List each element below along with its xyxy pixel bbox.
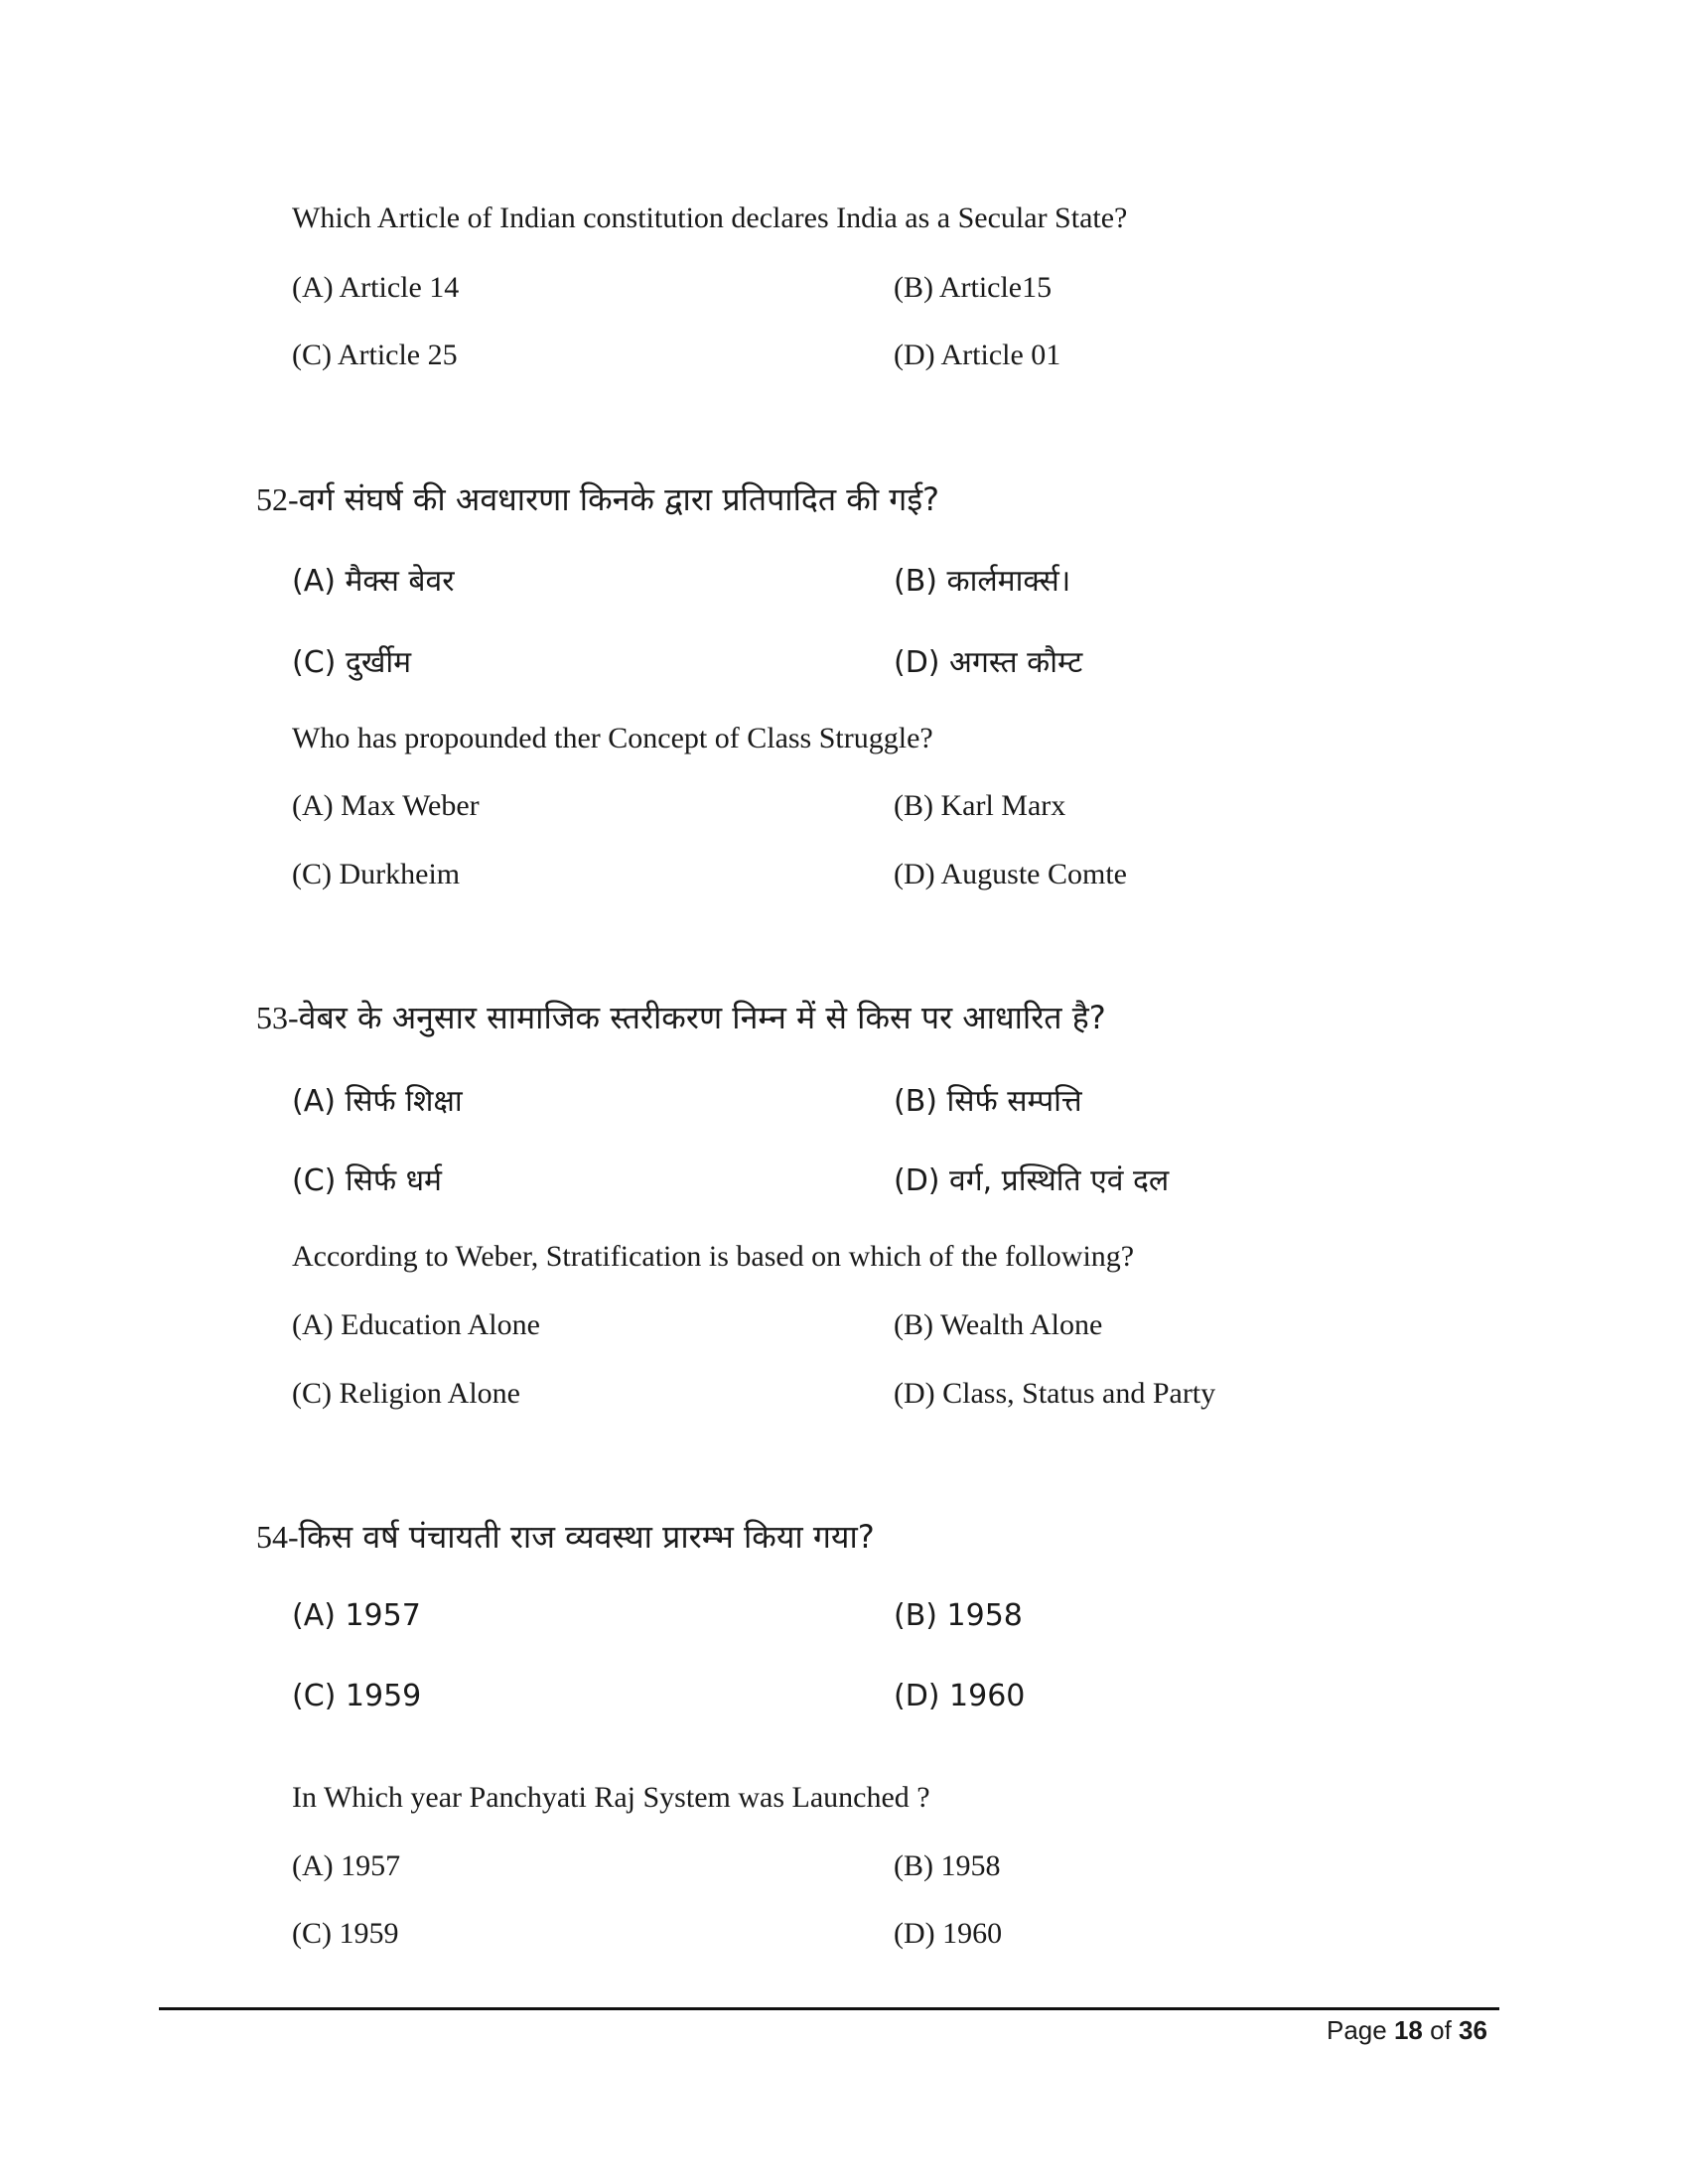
- q53-option-a-hi: (A) सिर्फ शिक्षा: [292, 1084, 463, 1119]
- question-52-text-en: Who has propounded ther Concept of Class Struggle?: [292, 722, 933, 754]
- question-54: [256, 1515, 875, 1558]
- question-52-text-hi: वर्ग संघर्ष की अवधारणा किनके द्वारा प्रतिपादित की गई?: [298, 480, 940, 518]
- footer-divider: [159, 2007, 1499, 2010]
- q54-option-b-en: (B) 1958: [894, 1849, 1001, 1882]
- question-52: [256, 478, 939, 520]
- question-51-text-en: Which Article of Indian constitution declares India as a Secular State?: [292, 202, 1128, 234]
- q54-option-d-hi: (D) 1960: [894, 1679, 1026, 1713]
- q52-option-d-en: (D) Auguste Comte: [894, 858, 1127, 890]
- q52-option-a-hi: (A) मैक्स बेवर: [292, 564, 455, 599]
- page-current: 18: [1393, 2015, 1423, 2045]
- page-word: Page: [1327, 2015, 1387, 2045]
- q54-option-b-hi: (B) 1958: [894, 1598, 1023, 1633]
- q51-option-b-en: (B) Article15: [894, 271, 1053, 304]
- q54-option-a-hi: (A) 1957: [292, 1598, 421, 1633]
- q52-option-c-hi: (C) दुर्खीम: [292, 645, 412, 680]
- q53-option-b-en: (B) Wealth Alone: [894, 1308, 1103, 1341]
- question-54-text-hi: किस वर्ष पंचायती राज व्यवस्था प्रारम्भ किया गया?: [298, 1518, 875, 1556]
- page-total: 36: [1459, 2015, 1487, 2045]
- question-53: [256, 996, 1106, 1038]
- question-53-text-en: According to Weber, Stratification is based on which of the following?: [292, 1240, 1135, 1273]
- q51-option-d-en: (D) Article 01: [894, 339, 1061, 371]
- question-54-text-en: In Which year Panchyati Raj System was Launched ?: [292, 1781, 930, 1814]
- q52-option-d-hi: (D) अगस्त कौम्ट: [894, 645, 1083, 680]
- q54-option-c-en: (C) 1959: [292, 1917, 399, 1950]
- question-53-number: 53-: [256, 1000, 299, 1035]
- q52-option-b-en: (B) Karl Marx: [894, 789, 1066, 822]
- q53-option-b-hi: (B) सिर्फ सम्पत्ति: [894, 1084, 1082, 1119]
- q52-option-c-en: (C) Durkheim: [292, 858, 461, 890]
- q53-option-d-hi: (D) वर्ग, प्रस्थिति एवं दल: [894, 1163, 1170, 1198]
- q51-option-c-en: (C) Article 25: [292, 339, 458, 371]
- q53-option-c-en: (C) Religion Alone: [292, 1377, 520, 1410]
- q53-option-a-en: (A) Education Alone: [292, 1308, 540, 1341]
- q51-option-a-en: (A) Article 14: [292, 271, 460, 304]
- q52-option-a-en: (A) Max Weber: [292, 789, 480, 822]
- q54-option-c-hi: (C) 1959: [292, 1679, 422, 1713]
- question-54-number: 54-: [256, 1519, 299, 1555]
- q53-option-d-en: (D) Class, Status and Party: [894, 1377, 1216, 1410]
- q54-option-d-en: (D) 1960: [894, 1917, 1003, 1950]
- page-number: [1327, 2015, 1487, 2046]
- of-word: of: [1430, 2015, 1452, 2045]
- q53-option-c-hi: (C) सिर्फ धर्म: [292, 1163, 442, 1198]
- q52-option-b-hi: (B) कार्लमार्क्स।: [894, 564, 1071, 599]
- question-52-number: 52-: [256, 481, 299, 517]
- q54-option-a-en: (A) 1957: [292, 1849, 401, 1882]
- question-53-text-hi: वेबर के अनुसार सामाजिक स्तरीकरण निम्न में से किस पर आधारित है?: [298, 999, 1106, 1036]
